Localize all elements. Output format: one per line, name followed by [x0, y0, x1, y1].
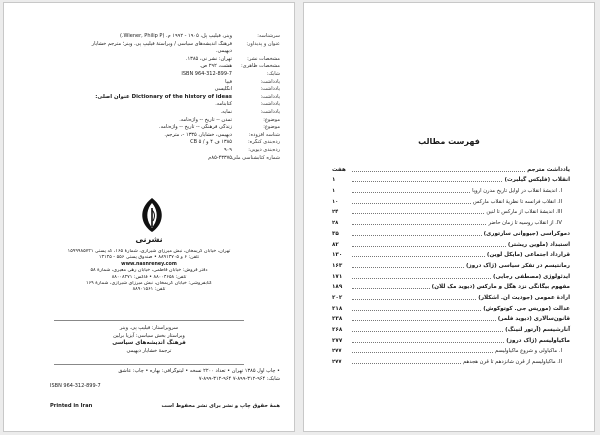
toc-entry-title: ماکیاولیسم (ژاک دروز) — [506, 337, 570, 344]
contents-page — [303, 2, 595, 432]
toc-entry — [332, 184, 570, 195]
isbn-persian: شابک: ۹۶۴-۳۱۲-۸۹۹-۷ ۹۶۴-۳۱۲-۸۹۹-۷ — [198, 375, 280, 382]
toc-entry — [332, 227, 570, 238]
publisher-address — [18, 249, 280, 294]
fipa-value: زندگی فرهنگی -- تاریخ -- واژه‌نامه. — [158, 124, 232, 131]
toc-entry-title: انقلاب (فلیکس گیلبرت) — [504, 177, 570, 184]
fipa-row — [42, 71, 280, 79]
toc-leader-dots — [352, 320, 496, 321]
toc-entry-page: ۲۷۷ — [332, 348, 342, 355]
toc-entry-page: ۱۸۹ — [332, 284, 343, 291]
toc-leader-dots — [352, 278, 491, 279]
toc-entry-title: عدالت (موریس جی. کوتوکوش) — [483, 305, 570, 312]
toc-leader-dots — [352, 267, 464, 268]
address-line: تلفن: ۸۸۹۰۱۵۶۱ — [132, 287, 166, 293]
publisher-name: نشرنی — [135, 235, 163, 244]
toc-entry-page: ۲۴ — [332, 209, 339, 216]
fipa-label: شناسه افزوده: — [248, 131, 280, 138]
translator-credit: ترجمهٔ خشایار دیهیمی — [126, 347, 172, 354]
toc-leader-dots — [352, 288, 430, 289]
publisher-website: www.nashreney.com — [121, 261, 177, 267]
fipa-label: یادداشت: — [260, 108, 280, 115]
fipa-row — [42, 155, 280, 163]
fipa-label: رده‌بندی دیویی: — [248, 146, 280, 153]
toc-entry-title: ارادهٔ عمومی (جودیت ان. اشکلار) — [478, 294, 570, 301]
fipa-value: وینر، فیلیپ پل، ۱۹۰۵ - ۱۹۹۲ م. (Wiener, Philip P.) — [119, 33, 232, 39]
fipa-label — [232, 48, 280, 56]
address-line: تلفن: ۸۸۰۰۴۶۵۸ • فاکس: ۸۸۰۰۸۲۷۱ — [111, 274, 187, 280]
toc-leader-dots — [352, 246, 506, 247]
toc-entry-page: ۸۲ — [332, 241, 339, 248]
fipa-value: ۱۳۸۵ ف ۴ و / CB ۵ — [190, 139, 232, 146]
toc-entry-title: II. ماکیاولیسم از قرن شانزدهم تا قرن هجدهم — [463, 359, 562, 366]
fipa-value: دیهیمی. — [215, 48, 232, 55]
fipa-row — [42, 139, 280, 147]
toc-entry-title: یادداشت مترجم — [527, 166, 570, 173]
fipa-label: سرشناسه: — [257, 33, 280, 39]
fipa-row — [42, 86, 280, 94]
fipa-label: یادداشت: — [260, 86, 280, 93]
fipa-value: ۹۰۹ — [223, 146, 232, 153]
toc-entry-page: ۲۱۸ — [332, 305, 343, 312]
toc-entry-page: ۲۷۷ — [332, 359, 342, 366]
toc-entry — [332, 174, 570, 185]
toc-entry — [332, 345, 570, 356]
address-line: تلفن: ۶ و ۸۸۹۱۳۷۰۵ • صندوق پستی ۵۵۶ - ۱۳۱۴۵ — [98, 255, 200, 261]
toc-leader-dots — [352, 192, 470, 193]
toc-entry-title: دموکراسی (جیووانی سارتوری) — [483, 230, 570, 237]
toc-entry-title: آنارشیسم (آرتور لنینگ) — [505, 327, 570, 333]
toc-entry-page: ۲۸ — [332, 220, 339, 227]
toc-entry-page: ۱۶۳ — [332, 262, 343, 269]
fipa-value: هشت، ۲۹۲ ص. — [199, 63, 232, 70]
toc-entry — [332, 302, 570, 313]
fipa-label: شماره کتابشناسی ملی: — [230, 154, 280, 161]
toc-entry-title: ایدئولوژی (مصطفی رجایی) — [492, 273, 570, 280]
printed-in: Printed in Iran — [50, 403, 93, 409]
toc-leader-dots — [352, 256, 485, 257]
isbn-latin: ISBN 964-312-899-7 — [50, 383, 101, 390]
fipa-row — [42, 124, 280, 132]
toc-entry — [332, 163, 570, 174]
address-line: تهران، خیابان کریمخان، نبش میرزای شیرازی، شمارهٔ ۱۶۵، کد پستی ۱۵۹۹۹۸۵۷۲۱ — [67, 249, 231, 254]
toc-leader-dots — [352, 299, 476, 300]
toc-leader-dots — [352, 224, 486, 225]
toc-leader-dots — [352, 363, 461, 364]
fipa-row — [42, 48, 280, 56]
toc-leader-dots — [352, 342, 504, 343]
fipa-row — [42, 109, 280, 117]
toc-entry — [332, 323, 570, 334]
fipa-value: ISBN 964-312-899-7 — [181, 70, 232, 77]
fipa-row — [42, 147, 280, 155]
toc-entry-page: ۱ — [332, 177, 336, 184]
toc-entry-title: I. اندیشهٔ انقلاب در اوایل تاریخ مدرن اروپا — [472, 188, 562, 195]
fipa-value: فیپا — [225, 78, 232, 85]
toc-title: فهرست مطالب — [418, 137, 480, 146]
toc-entry-page: ۲۶۸ — [332, 327, 343, 333]
fipa-row — [42, 33, 280, 41]
toc-entry-page: ۲۳۸ — [332, 316, 343, 323]
toc-entry — [332, 281, 570, 292]
fipa-label: یادداشت: — [260, 93, 280, 100]
toc-entry-title: استبداد (ملوین ریشتر) — [507, 241, 570, 248]
fipa-label: رده‌بندی کنگره: — [247, 139, 280, 146]
fipa-value: فرهنگ اندیشه‌های سیاسی / ویراستهٔ فیلیپ پی. وینر؛ مترجم خشایار — [91, 40, 232, 47]
toc-entry-page: ۱ — [332, 188, 336, 195]
address-line: کتابفروشی: خیابان کریمخان، نبش میرزای شیرازی، شمارهٔ ۱۶۹ — [86, 281, 212, 287]
fipa-row — [42, 101, 280, 109]
toc-entry-title: مفهوم بیگانگی نزد هگل و مارکس (دیوید مک للان) — [431, 284, 570, 291]
fipa-row — [42, 79, 280, 87]
toc-entry — [332, 270, 570, 281]
credit-line: سرویراستار: فیلیپ پی. وینر — [119, 325, 179, 331]
toc-entry — [332, 334, 570, 345]
toc-entry — [332, 216, 570, 227]
toc-entry — [332, 259, 570, 270]
toc-entry-title: قرارداد اجتماعی (مایکل لوین) — [486, 252, 570, 259]
rights-notice: همهٔ حقوق چاپ و نشر برای نشر محفوظ است — [161, 403, 280, 409]
fipa-value: تهران: نشر نی، ۱۳۸۵. — [185, 55, 232, 62]
fipa-value: دیهیمی، خشایار، ۱۳۳۵ -، مترجم. — [164, 131, 232, 138]
toc-entry — [332, 291, 570, 302]
toc-entry-page: هفت — [332, 166, 346, 173]
toc-entry-page: ۲۷۷ — [332, 337, 343, 344]
fipa-value: Dictionary of the history of ideas عنوان اصلی: — [95, 93, 232, 100]
toc-entry — [332, 195, 570, 206]
fipa-row — [42, 41, 280, 49]
fipa-row — [42, 94, 280, 102]
book-credits — [18, 325, 280, 355]
toc-entry-title: رمانتیسم در تفکر سیاسی (ژاک دروز) — [465, 262, 570, 269]
toc-entry-title: قانون‌سالاری (دیوید فلمر) — [497, 316, 570, 323]
fipa-row — [42, 56, 280, 64]
toc-entry-title: I. ماکیاولی و شروع ماکیاولیسم — [494, 348, 562, 355]
toc-entry — [332, 238, 570, 249]
toc-leader-dots — [352, 331, 503, 332]
fipa-label: یادداشت: — [260, 78, 280, 85]
toc-entry-page: ۳۵ — [332, 230, 339, 237]
divider — [54, 320, 244, 321]
fipa-label: شابک: — [266, 70, 280, 77]
fipa-label: موضوع: — [263, 116, 280, 123]
fipa-value: انگلیسی — [214, 86, 232, 93]
printing-info — [50, 368, 280, 391]
toc-leader-dots — [352, 352, 493, 353]
edition-line: • چاپ اول ۱۳۸۵ تهران • تعداد ۲۲۰۰ نسخه • لیتوگرافی: بهاره • چاپ: عاشق — [118, 368, 280, 374]
fipa-value: کتابنامه. — [215, 101, 232, 108]
divider — [54, 364, 244, 365]
fipa-row — [42, 117, 280, 125]
toc-leader-dots — [352, 235, 482, 236]
toc-leader-dots — [352, 310, 481, 311]
toc-entry-page: ۲۰۲ — [332, 294, 343, 301]
fipa-label: مشخصات نشر: — [247, 55, 280, 62]
fipa-value: تمدن -- تاریخ -- واژه‌نامه. — [179, 116, 232, 123]
toc-leader-dots — [352, 203, 471, 204]
toc-entry-page: ۱۷۱ — [332, 273, 343, 280]
copyright-page — [3, 2, 295, 432]
toc-leader-dots — [352, 181, 502, 182]
toc-entry-title: II. انقلاب فرانسه تا نظریهٔ انقلاب مارکس — [473, 198, 562, 205]
toc-entry — [332, 313, 570, 324]
fipa-row — [42, 132, 280, 140]
toc-leader-dots — [352, 213, 484, 214]
rights-row — [50, 403, 280, 409]
fipa-value: ۸۵-۴۳۳۷۵م — [208, 154, 232, 161]
fipa-label: یادداشت: — [260, 101, 280, 108]
book-title: فرهنگ اندیشه‌های سیاسی — [112, 340, 186, 347]
fipa-value: نمایه. — [220, 108, 232, 115]
toc-entry — [332, 355, 570, 366]
address-line: دفتر فروش: خیابان فاطمی، خیابان رهی معیری، شمارهٔ ۵۸ — [90, 268, 208, 274]
toc-entry-page: ۱۳۰ — [332, 252, 343, 259]
toc-entry-title: III. اندیشهٔ انقلاب از مارکس تا لنین — [486, 209, 562, 216]
fipa-label: مشخصات ظاهری: — [240, 63, 280, 70]
toc-entry-page: ۱۰ — [332, 198, 339, 205]
toc-entry-title: IV. از انقلاب روسیه تا زمان حاضر — [488, 220, 562, 227]
nashr-ney-logo — [138, 197, 166, 233]
credit-line: ویراستار بخش سیاسی: آیزیا برلین — [113, 332, 185, 339]
cataloging-record — [42, 33, 280, 162]
toc-leader-dots — [352, 171, 525, 172]
fipa-row — [42, 63, 280, 71]
toc-list — [332, 163, 570, 366]
fipa-label: عنوان و پدیدآور: — [246, 40, 280, 47]
fipa-label: موضوع: — [263, 124, 280, 131]
toc-entry — [332, 249, 570, 260]
toc-entry — [332, 206, 570, 217]
